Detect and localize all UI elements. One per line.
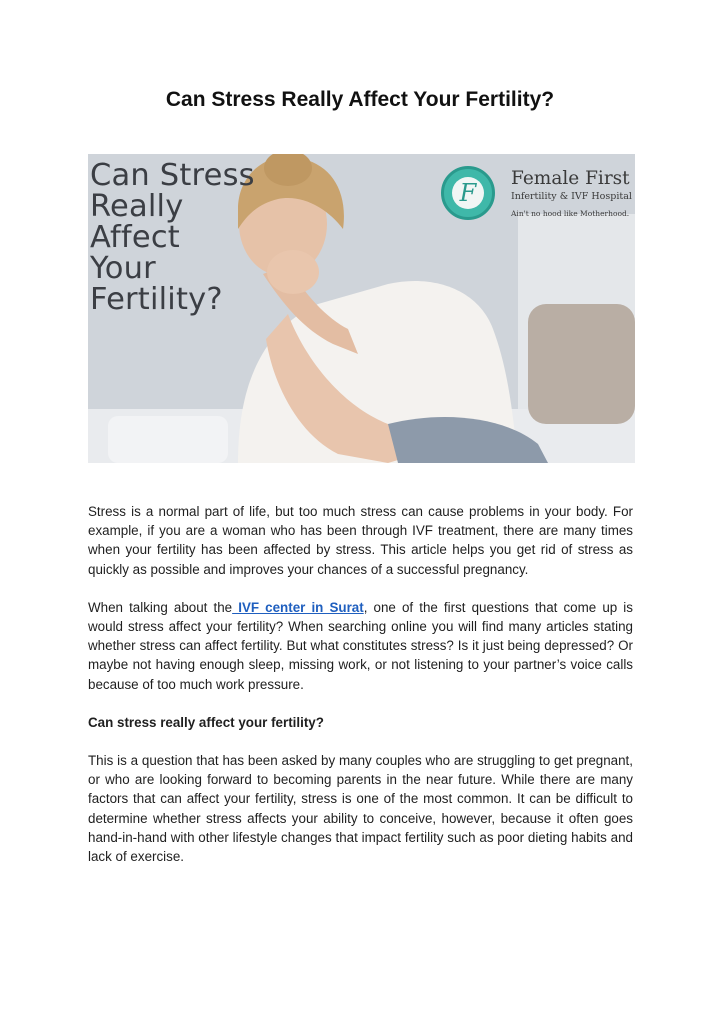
section-heading: Can stress really affect your fertility?	[88, 714, 324, 730]
brand-block	[511, 168, 632, 221]
paragraph-intro: Stress is a normal part of life, but too much stress can cause problems in your body. For example, if you are a woman who has been through IVF treatment, there are many times when your fertility has been affected by stress. This article helps you get rid of stress as quickly as possible and improves your chances of a successful pregnancy.	[88, 504, 633, 577]
hero-headline-line: Your	[90, 251, 156, 286]
brand-subtitle: Infertility & IVF Hospital	[511, 191, 632, 202]
hero-image	[88, 154, 635, 463]
hero-headline-line: Really	[90, 189, 184, 224]
brand-logo	[441, 166, 495, 220]
page-title: Can Stress Really Affect Your Fertility?	[165, 88, 555, 111]
hero-headline-line: Affect	[90, 220, 180, 255]
brand-tagline: Ain't no hood like Motherhood.	[511, 209, 630, 218]
hero-headline-line: Fertility?	[90, 282, 223, 317]
logo-letter: F	[452, 177, 484, 209]
hero-headline-line: Can Stress	[90, 158, 255, 193]
paragraph-factors: This is a question that has been asked by many couples who are struggling to get pregnant, or who are looking forward to becoming parents in the near future. While there are many factors that can affect your fertility, stress is one of the most common. It can be difficult to determine whether stress affects your ability to conceive, however, because it often goes hand-in-hand with other lifestyle changes that impact fertility such as poor dieting habits and lack of exercise.	[88, 753, 633, 865]
ivf-center-link[interactable]: IVF center in Surat	[232, 599, 364, 615]
paragraph-text: When talking about the	[88, 599, 233, 615]
brand-name: Female First	[511, 168, 630, 189]
hero-headline	[90, 160, 255, 315]
article-body	[88, 502, 633, 885]
paragraph-text: , one of the first questions that come up is would stress affect your fertility? When searching online you will find many articles stating whether stress can affect fertility. But what constitutes stress? Is it just being depressed? Or maybe not having enough sleep, missing work, or not listening to your partner’s voice calls because of too much work pressure.	[88, 599, 633, 692]
paragraph-ivf-center	[88, 598, 633, 694]
